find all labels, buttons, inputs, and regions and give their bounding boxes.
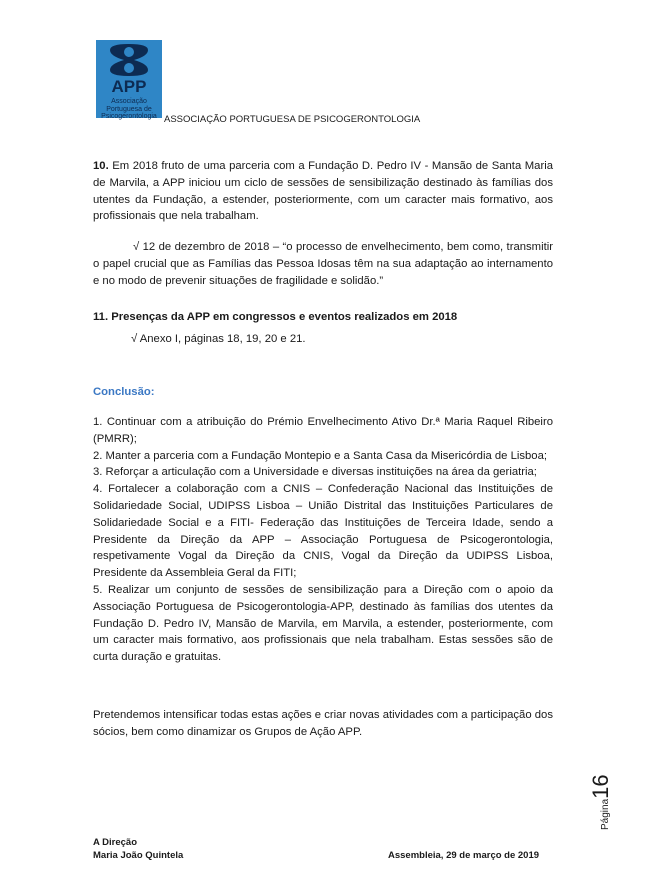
item-10-bullet: √ 12 de dezembro de 2018 – “o processo de envelhecimento, bem como, transmitir o papel crucial que as Famílias das Pessoa Idosas têm na sua adaptação ao internamento e no modo de prevenir situações de fragilidade e solidão.” bbox=[93, 241, 553, 287]
conclusion-item-4: 4. Fortalecer a colaboração com a CNIS – Confederação Nacional das Instituições de Solidariedade Social, UDIPSS Lisboa – União Distrital das Instituições Particulares de Solidariedade Social e a FITI- Federação das Instituições de Terceira Idade, sendo a Presidente da Direção da APP – Associação Portuguesa de Psicogerontologia, respetivamente Vogal da Direção da CNIS, Vogal da Direção da UDIPSS Lisboa, Presidente da Assembleia Geral da FITI; bbox=[93, 483, 553, 580]
conclusion-item-1: 1. Continuar com a atribuição do Prémio Envelhecimento Ativo Dr.ª Maria Raquel Ribeiro (PMRR); bbox=[93, 416, 553, 445]
logo-subtitle: Associação Portuguesa de Psicogerontologia bbox=[101, 98, 157, 120]
footer-line-1: A Direção bbox=[93, 837, 137, 848]
conclusion-item-5: 5. Realizar um conjunto de sessões de sensibilização para a Direção com o apoio da Associação Portuguesa de Psicogerontologia-APP, destinado às famílias dos utentes da Fundação D. Pedro IV, Mansão de Marvila, em Marvila, a estender, posteriormente, com um caracter mais formativo, aos profissionais que nela trabalham. Estas sessões são de curta duração e gratuitas. bbox=[93, 583, 553, 664]
closing-paragraph: Pretendemos intensificar todas estas ações e criar novas atividades com a participação dos sócios, bem como dinamizar os Grupos de Ação APP. bbox=[93, 709, 553, 738]
footer-line-2: Maria João Quintela bbox=[93, 850, 184, 861]
organization-name: ASSOCIAÇÃO PORTUGUESA DE PSICOGERONTOLOGIA bbox=[164, 114, 421, 125]
app-logo bbox=[96, 40, 162, 118]
conclusion-item-3: 3. Reforçar a articulação com a Universidade e diversas instituições na área da geriatria; bbox=[93, 466, 537, 479]
item-10 bbox=[93, 158, 553, 225]
logo-text: APP bbox=[111, 77, 147, 96]
item-11-bullet: √ Anexo I, páginas 18, 19, 20 e 21. bbox=[131, 333, 306, 345]
item-10-number: 10. bbox=[93, 160, 109, 172]
footer-signature bbox=[93, 836, 183, 862]
item-11-heading: 11. Presenças da APP em congressos e eventos realizados em 2018 bbox=[93, 311, 458, 323]
item-10-text: Em 2018 fruto de uma parceria com a Fundação D. Pedro IV - Mansão de Santa Maria de Marvila, a APP iniciou um ciclo de sessões de sensibilização destinado às famílias dos utentes da Fundação, a estender, posteriormente, com um caracter mais formativo, aos profissionais que nela trabalham. bbox=[93, 160, 553, 223]
conclusion-list bbox=[93, 414, 553, 666]
logo-symbol-icon bbox=[96, 40, 162, 80]
conclusion-item-2: 2. Manter a parceria com a Fundação Montepio e a Santa Casa da Misericórdia de Lisboa; bbox=[93, 449, 548, 462]
page-number bbox=[588, 770, 628, 830]
page-number-value: 16 bbox=[588, 774, 613, 799]
page-label: Página bbox=[600, 798, 611, 830]
footer-date: Assembleia, 29 de março de 2019 bbox=[388, 850, 540, 861]
conclusion-heading: Conclusão: bbox=[93, 386, 155, 398]
